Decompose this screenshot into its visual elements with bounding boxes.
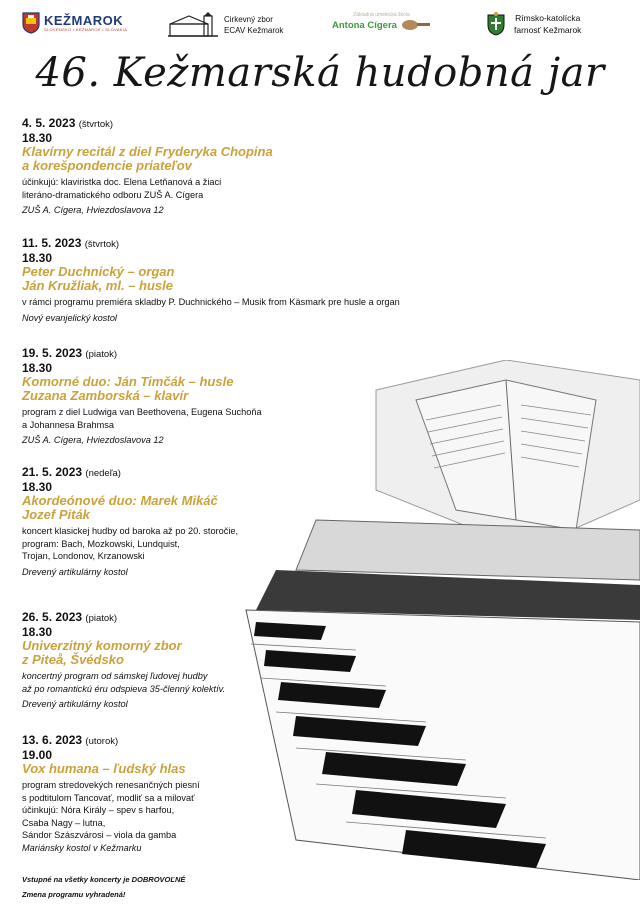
zus-subtext: Základná umelecká škola xyxy=(353,12,410,18)
event-desc-line: program stredovekých renesančných piesní xyxy=(22,780,200,790)
event-desc-line: program z diel Ludwiga van Beethovena, Eugena Suchoňa xyxy=(22,407,262,417)
event-time: 18.30 xyxy=(22,361,53,375)
event-venue: ZUŠ A. Cígera, Hviezdoslavova 12 xyxy=(22,205,164,215)
zus-name: Antona Cígera xyxy=(332,19,397,31)
event-desc-line: s podtitulom Tancovať, modliť sa a milovať xyxy=(22,792,195,803)
event-desc-line: Sándor Szászvárosi – viola da gamba xyxy=(22,830,177,840)
zus-logo xyxy=(332,12,431,32)
event-day: (štvrtok) xyxy=(78,119,114,130)
event-desc-line: v rámci programu premiéra skladby P. Duchnického – Musik from Käsmark pre husle a organ xyxy=(22,297,400,307)
event-desc-line: účinkujú: klaviristka doc. Elena Letňanová a žiaci xyxy=(22,177,222,187)
event-desc-line: a Johannesa Brahmsa xyxy=(22,419,114,430)
ecav-line1: Cirkevný zbor xyxy=(224,15,273,24)
event-day: (piatok) xyxy=(85,613,118,624)
event-venue: ZUŠ A. Cígera, Hviezdoslavova 12 xyxy=(22,435,164,445)
event-title-line: a korešpondencie priateľov xyxy=(22,158,192,173)
footer-change-note: Zmena programu vyhradená! xyxy=(22,890,126,899)
event-date: 26. 5. 2023 xyxy=(22,610,83,624)
event-4 xyxy=(22,465,492,578)
diocese-crest-icon xyxy=(486,12,506,36)
kezmarok-crest-icon xyxy=(22,12,40,34)
event-desc-line: Csaba Nagy – lutna, xyxy=(22,817,106,828)
event-title-line: Peter Duchnický – organ xyxy=(22,264,175,279)
header-logos xyxy=(0,0,640,50)
event-title-line: Zuzana Zamborská – klavír xyxy=(22,388,189,403)
event-desc-line: program: Bach, Mozkowski, Lundquist, xyxy=(22,538,180,549)
event-title-line: Vox humana – ľudský hlas xyxy=(22,761,186,776)
event-date: 21. 5. 2023 xyxy=(22,465,83,479)
event-title-line: Ján Kružliak, ml. – husle xyxy=(22,278,173,293)
event-desc-line: účinkujú: Nóra Király – spev s harfou, xyxy=(22,805,175,815)
violin-icon xyxy=(401,18,431,32)
event-date: 4. 5. 2023 xyxy=(22,116,76,130)
event-day: (utorok) xyxy=(85,736,119,747)
event-desc-line: literáno-dramatického odboru ZUŠ A. Cígera xyxy=(22,189,204,200)
event-desc-line: Trojan, Londonov, Krzanowski xyxy=(22,551,145,561)
event-venue: Nový evanjelický kostol xyxy=(22,312,117,323)
ecav-logo xyxy=(168,12,283,38)
event-time: 18.30 xyxy=(22,625,53,639)
event-2 xyxy=(22,236,492,324)
rkc-logo xyxy=(486,12,581,36)
event-title-line: Jozef Piták xyxy=(22,507,90,522)
event-date: 13. 6. 2023 xyxy=(22,733,83,747)
event-desc-line: koncert klasickej hudby od baroka až po 20. storočie, xyxy=(22,526,239,536)
event-5 xyxy=(22,610,492,711)
event-time: 18.30 xyxy=(22,131,53,145)
church-icon xyxy=(168,12,218,38)
event-title-line: Akordeónové duo: Marek Mikáč xyxy=(22,493,218,508)
kezmarok-logo-text: KEŽMAROK xyxy=(44,12,124,28)
event-day: (piatok) xyxy=(85,349,118,360)
event-time: 18.30 xyxy=(22,480,53,494)
event-venue: Drevený artikulárny kostol xyxy=(22,566,128,577)
event-title-line: Univerzitný komorný zbor xyxy=(22,638,182,653)
event-title-line: z Piteå, Švédsko xyxy=(22,652,124,667)
event-date: 11. 5. 2023 xyxy=(22,236,82,250)
kezmarok-logo-subtext: SLOVENSKO • KEŽMAROK • SLOVAKIA xyxy=(44,26,128,32)
event-venue: Mariánsky kostol v Kežmarku xyxy=(22,842,142,853)
rkc-line2: farnosť Kežmarok xyxy=(514,25,582,35)
event-venue: Drevený artikulárny kostol xyxy=(22,699,128,709)
event-title-line: Komorné duo: Ján Timčák – husle xyxy=(22,374,234,389)
event-title-line: Klavírny recitál z diel Fryderyka Chopina xyxy=(22,144,273,159)
kezmarok-logo xyxy=(22,12,127,34)
event-date: 19. 5. 2023 xyxy=(22,346,83,360)
event-6 xyxy=(22,733,492,854)
event-day: (štvrtok) xyxy=(84,239,120,250)
event-day: (nedeľa) xyxy=(85,468,121,479)
event-time: 19.00 xyxy=(22,748,53,762)
footer-notes xyxy=(22,872,185,902)
page-title: 46. Kežmarská hudobná jar xyxy=(35,50,605,96)
footer-admission-note: Vstupné na všetky koncerty je DOBROVOĽNÉ xyxy=(22,875,186,884)
event-desc-line: až po romantickú éru odspieva 35-členný kolektív. xyxy=(22,683,226,694)
event-1 xyxy=(22,116,492,217)
event-time: 18.30 xyxy=(22,251,53,265)
event-desc-line: koncertný program od sámskej ľudovej hudby xyxy=(22,671,208,681)
ecav-line2: ECAV Kežmarok xyxy=(224,26,284,35)
event-3 xyxy=(22,346,492,447)
rkc-line1: Rímsko-katolícka xyxy=(515,13,581,23)
